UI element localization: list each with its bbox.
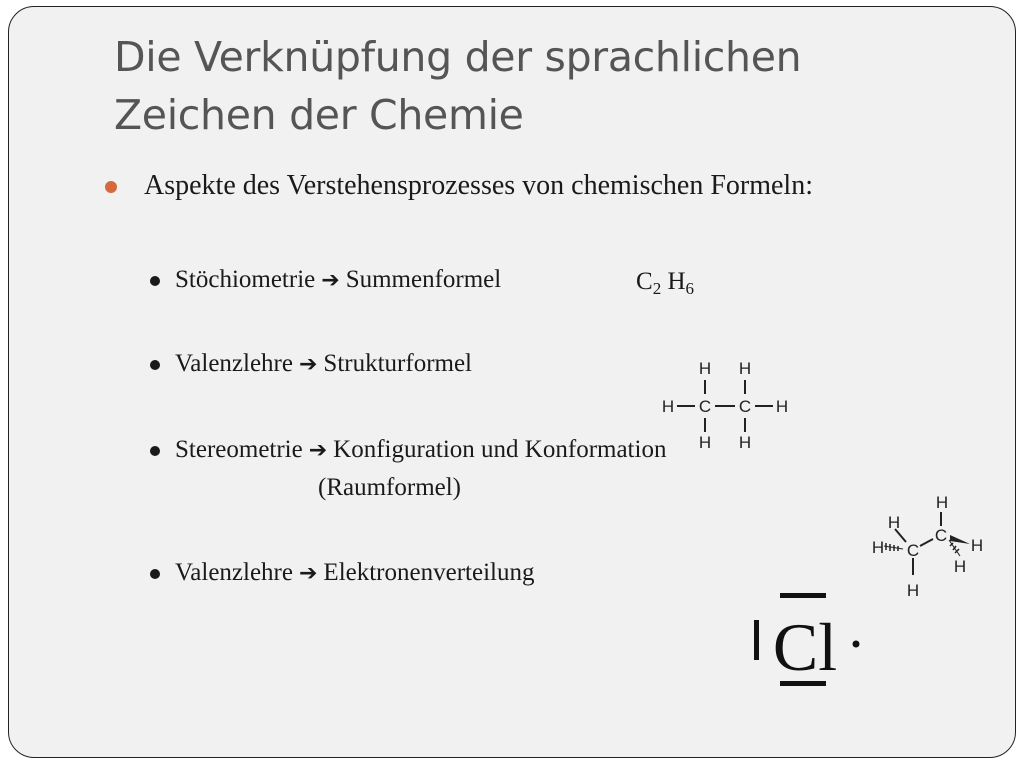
list-item-stereometrie bbox=[150, 434, 666, 467]
atom-h: H bbox=[887, 513, 901, 532]
atom-h: H bbox=[906, 581, 920, 600]
atom-h: H bbox=[698, 359, 712, 378]
molecular-formula bbox=[636, 266, 694, 305]
atom-h: H bbox=[738, 359, 752, 378]
atom-h: H bbox=[953, 557, 967, 576]
ethane-structural-formula-diagram bbox=[655, 358, 795, 454]
raumformel-label: (Raumformel) bbox=[318, 474, 462, 501]
formula-h-subscript: 6 bbox=[685, 279, 694, 298]
list-item-valenzlehre-elektronen bbox=[150, 557, 534, 590]
arrow-right-icon: ➔ bbox=[298, 352, 318, 377]
arrow-right-icon: ➔ bbox=[298, 561, 318, 586]
bullet-dot bbox=[150, 446, 160, 456]
atom-h: H bbox=[970, 536, 984, 555]
item-term: Valenzlehre bbox=[175, 350, 293, 377]
atom-c: C bbox=[738, 397, 752, 416]
atom-h: H bbox=[661, 397, 675, 416]
item-term: Valenzlehre bbox=[175, 559, 293, 586]
slide-title: Die Verknüpfung der sprachlichen Zeichen der Chemie bbox=[114, 33, 802, 139]
item-result: Strukturformel bbox=[323, 350, 473, 377]
atom-h: H bbox=[935, 493, 949, 512]
atom-h: H bbox=[698, 433, 712, 452]
ethane-spatial-formula-diagram bbox=[862, 490, 992, 602]
item-result: Elektronenverteilung bbox=[323, 559, 535, 586]
chlorine-symbol: Cl bbox=[772, 609, 838, 685]
formula-h: H bbox=[667, 268, 686, 295]
atom-c: C bbox=[906, 541, 920, 560]
atom-c: C bbox=[698, 397, 712, 416]
main-bullet bbox=[114, 168, 813, 204]
bullet-dot bbox=[150, 569, 160, 579]
atom-h: H bbox=[775, 397, 789, 416]
item-term: Stöchiometrie bbox=[175, 266, 316, 293]
arrow-right-icon: ➔ bbox=[308, 438, 328, 463]
item-term: Stereometrie bbox=[175, 436, 303, 463]
formula-c: C bbox=[636, 268, 653, 295]
formula-c-subscript: 2 bbox=[652, 279, 662, 298]
main-bullet-text: Aspekte des Verstehensprozesses von chemischen Formeln: bbox=[144, 170, 813, 201]
item-result: Summenformel bbox=[345, 266, 502, 293]
atom-h: H bbox=[738, 433, 752, 452]
bullet-dot bbox=[150, 276, 160, 286]
chlorine-lewis-formula-diagram bbox=[744, 580, 874, 690]
bullet-dot bbox=[150, 360, 160, 370]
atom-c: C bbox=[934, 526, 948, 545]
arrow-right-icon: ➔ bbox=[321, 268, 340, 293]
atom-h: H bbox=[871, 538, 885, 557]
item-result: Konfiguration und Konformation bbox=[333, 436, 667, 463]
list-item-stoechiometrie bbox=[150, 264, 501, 297]
list-item-valenzlehre-struktur bbox=[150, 348, 472, 381]
